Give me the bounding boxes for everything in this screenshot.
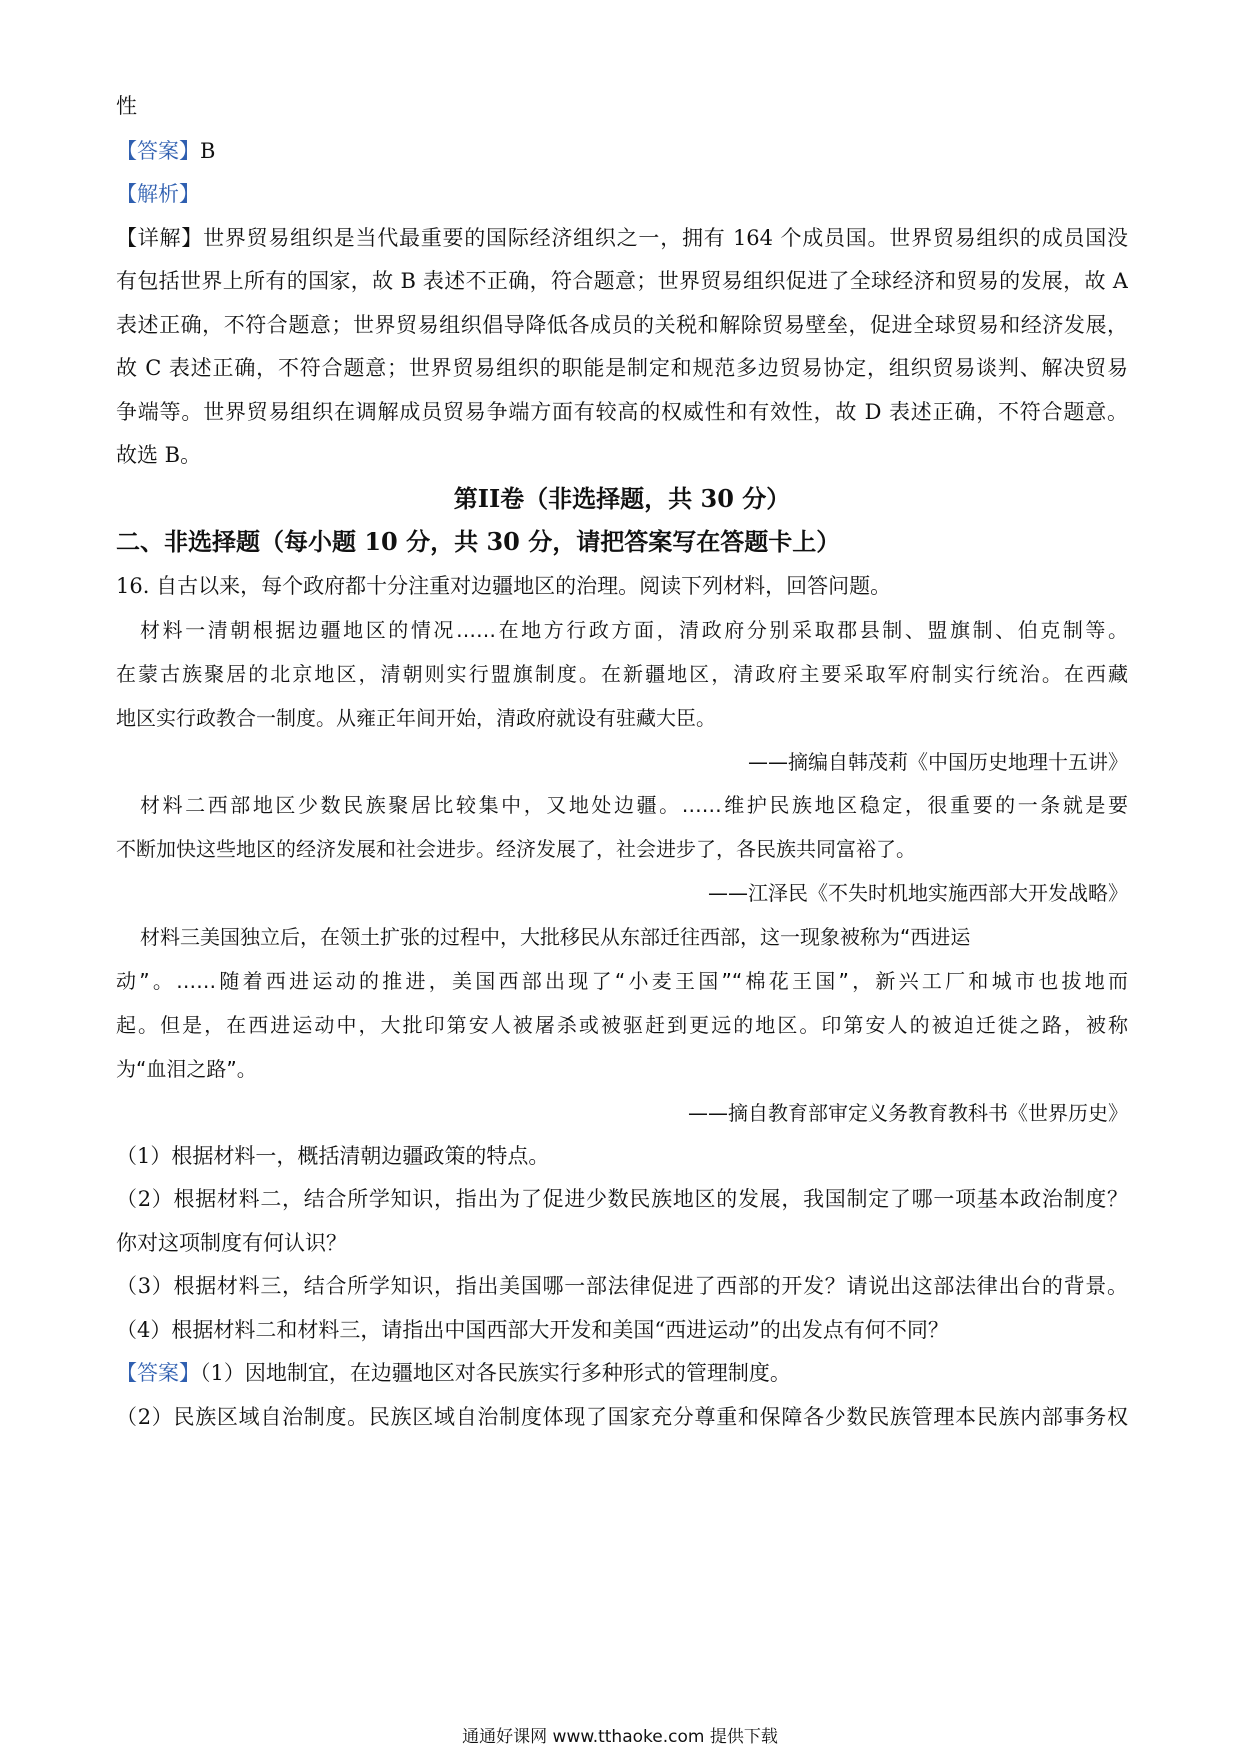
material-1-line: 地区实行政教合一制度。从雍正年间开始，清政府就设有驻藏大臣。 (116, 706, 716, 730)
material-3-line: 为“血泪之路”。 (116, 1057, 257, 1081)
material-1-source: ——摘编自韩茂莉《中国历史地理十五讲》 (748, 750, 1128, 774)
detail-line: 表述正确，不符合题意；世界贸易组织倡导降低各成员的关税和解除贸易壁垒，促进全球贸易和经济发展， (116, 313, 1128, 337)
detail-line: 故 C 表述正确，不符合题意；世界贸易组织的职能是制定和规范多边贸易协定，组织贸易谈判、解决贸易 (116, 356, 1128, 380)
analysis-tag: 【解析】 (116, 182, 200, 206)
material-1-line: 在蒙古族聚居的北京地区，清朝则实行盟旗制度。在新疆地区，清政府主要采取军府制实行统治。在西藏 (116, 662, 1128, 686)
footer-watermark: 通通好课网 www.tthaoke.com 提供下载 (462, 1727, 778, 1747)
answer-value: B (200, 139, 216, 163)
detail-line: 故选 B。 (116, 443, 202, 467)
q16-answer-line: （2）民族区域自治制度。民族区域自治制度体现了国家充分尊重和保障各少数民族管理本民族内部事务权 (116, 1405, 1128, 1429)
sub-question: （4）根据材料二和材料三，请指出中国西部大开发和美国“西进运动”的出发点有何不同？ (116, 1318, 949, 1342)
volume-title: 第II卷（非选择题，共 30 分） (453, 485, 791, 513)
material-2-line: 材料二西部地区少数民族聚居比较集中，又地处边疆。……维护民族地区稳定，很重要的一条就是要 (140, 793, 1128, 817)
sub-question: 你对这项制度有何认识？ (116, 1231, 347, 1255)
material-1-line: 材料一清朝根据边疆地区的情况……在地方行政方面，清政府分别采取郡县制、盟旗制、伯克制等。 (140, 618, 1128, 642)
material-2-source: ——江泽民《不失时机地实施西部大开发战略》 (708, 881, 1128, 905)
material-3-line: 起。但是，在西进运动中，大批印第安人被屠杀或被驱赶到更远的地区。印第安人的被迫迁徙之路，被称 (116, 1013, 1128, 1037)
detail-line: 【详解】世界贸易组织是当代最重要的国际经济组织之一，拥有 164 个成员国。世界贸易组织的成员国没 (116, 226, 1128, 250)
detail-line: 有包括世界上所有的国家，故 B 表述不正确，符合题意；世界贸易组织促进了全球经济和贸易的发展，故 A (116, 269, 1128, 293)
detail-line: 争端等。世界贸易组织在调解成员贸易争端方面有较高的权威性和有效性，故 D 表述正确，不符合题意。 (116, 400, 1128, 424)
sub-question: （2）根据材料二，结合所学知识，指出为了促进少数民族地区的发展，我国制定了哪一项基本政治制度？ (116, 1187, 1128, 1211)
answer-text: （1）因地制宜，在边疆地区对各民族实行多种形式的管理制度。 (200, 1361, 791, 1385)
q16-stem: 16. 自古以来，每个政府都十分注重对边疆地区的治理。阅读下列材料，回答问题。 (116, 574, 892, 598)
q15-answer (116, 137, 1128, 165)
previous-line-end: 性 (116, 94, 137, 118)
answer-tag: 【答案】 (116, 139, 200, 163)
material-3-line: 动”。……随着西进运动的推进，美国西部出现了“小麦王国”“棉花王国”，新兴工厂和城市也拔地而 (116, 969, 1128, 993)
sub-question: （3）根据材料三，结合所学知识，指出美国哪一部法律促进了西部的开发？请说出这部法律出台的背景。 (116, 1274, 1128, 1298)
answer-tag: 【答案】 (116, 1361, 200, 1385)
material-2-line: 不断加快这些地区的经济发展和社会进步。经济发展了，社会进步了，各民族共同富裕了。 (116, 837, 916, 861)
q16-answer-line (116, 1359, 1128, 1387)
section-title: 二、非选择题（每小题 10 分，共 30 分，请把答案写在答题卡上） (116, 528, 841, 556)
sub-question: （1）根据材料一，概括清朝边疆政策的特点。 (116, 1144, 550, 1168)
material-3-line: 材料三美国独立后，在领土扩张的过程中，大批移民从东部迁往西部，这一现象被称为“西进运 (140, 925, 971, 949)
material-3-source: ——摘自教育部审定义务教育教科书《世界历史》 (688, 1101, 1128, 1125)
